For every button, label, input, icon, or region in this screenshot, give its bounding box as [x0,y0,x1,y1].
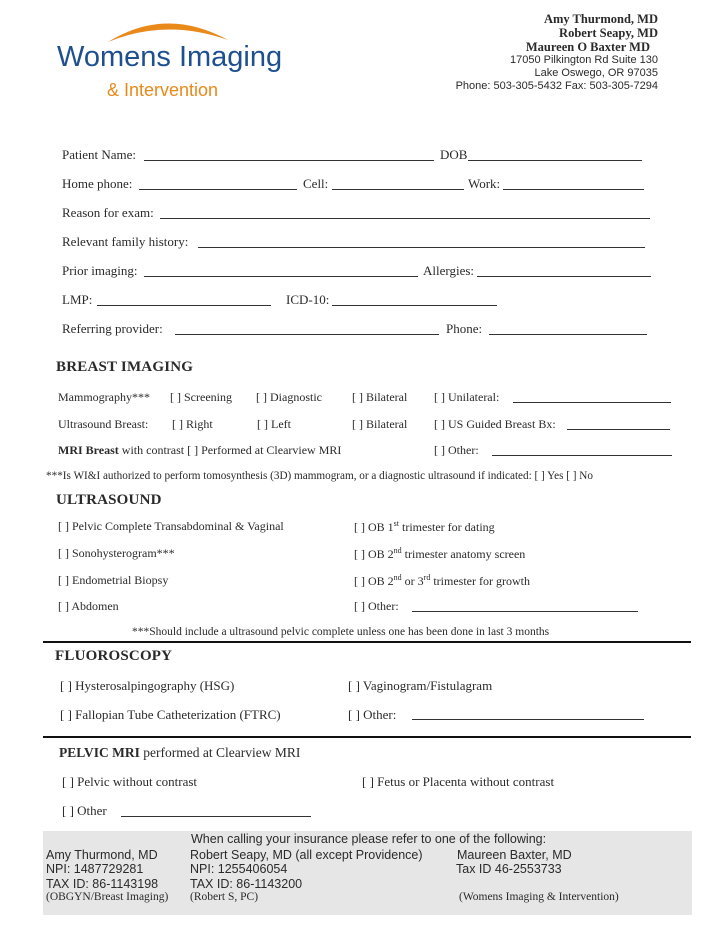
prior-imaging-label: Prior imaging: [62,263,138,278]
ob2-text: [ ] OB 2 [354,547,394,561]
us-other-field[interactable] [412,611,638,612]
address-city: Lake Oswego, OR 97035 [534,67,658,79]
pelvic-mri-subtitle: performed at Clearview MRI [139,745,301,760]
lmp-label: LMP: [62,292,93,307]
mri-breast-row[interactable] [58,443,341,458]
vaginogram-checkbox[interactable]: [ ] Vaginogram/Fistulagram [348,678,493,693]
pelvic-mri-title: PELVIC MRI [59,745,140,760]
divider [43,736,691,738]
address-street: 17050 Pilkington Rd Suite 130 [510,54,658,66]
mri-breast-label: MRI Breast [58,443,119,457]
reason-field[interactable] [160,218,650,219]
pelvic-mri-heading [59,745,300,761]
icd-field[interactable] [332,305,497,306]
mri-other-field[interactable] [492,455,672,456]
allergies-field[interactable] [477,276,651,277]
doctor-name: Maureen O Baxter MD [525,40,650,54]
left-checkbox[interactable]: [ ] Left [257,417,291,431]
doctor-name: Amy Thurmond, MD [543,12,658,26]
work-label: Work: [468,176,501,191]
ob1-text-b: trimester for dating [399,520,495,534]
us-guided-bx-field[interactable] [567,429,670,430]
home-phone-label: Home phone: [62,176,133,191]
ob-anatomy-checkbox[interactable] [354,546,525,562]
right-checkbox[interactable]: [ ] Right [172,417,213,431]
reason-label: Reason for exam: [62,205,154,220]
dob-field[interactable] [468,160,642,161]
fluoro-other-field[interactable] [412,719,644,720]
ob3-text-b: or 3 [401,574,424,588]
logo-title: Womens Imaging [57,41,283,73]
mammography-label: Mammography*** [58,390,150,404]
us-bilateral-checkbox[interactable]: [ ] Bilateral [352,417,408,431]
referring-label: Referring provider: [62,321,163,336]
ultrasound-heading: ULTRASOUND [56,492,162,508]
footer-col2-npi: NPI: 1255406054 [190,862,288,876]
fetus-placenta-checkbox[interactable]: [ ] Fetus or Placenta without contrast [362,774,555,789]
ob3-sup1: nd [393,573,402,582]
ob3-text-c: trimester for growth [430,574,530,588]
referring-field[interactable] [175,334,439,335]
ob1-sup: st [393,519,400,528]
doctor-name: Robert Seapy, MD [559,26,658,40]
diagnostic-checkbox[interactable]: [ ] Diagnostic [256,390,322,404]
ob-first-trimester-checkbox[interactable] [354,519,495,535]
footer-col1-npi: NPI: 1487729281 [46,862,144,876]
pelvic-without-contrast-checkbox[interactable]: [ ] Pelvic without contrast [62,774,198,789]
insurance-heading: When calling your insurance please refer to one of the following: [191,832,547,846]
family-history-field[interactable] [198,247,645,248]
footer-col1-note: (OBGYN/Breast Imaging) [46,891,169,903]
ob-growth-checkbox[interactable] [354,573,530,589]
address-phone-fax: Phone: 503-305-5432 Fax: 503-305-7294 [455,80,658,92]
ob2-text-b: trimester anatomy screen [401,547,526,561]
family-history-label: Relevant family history: [62,234,189,249]
screening-checkbox[interactable]: [ ] Screening [170,390,232,404]
patient-name-label: Patient Name: [62,147,137,162]
referring-phone-field[interactable] [489,334,647,335]
tomosynthesis-note: ***Is WI&I authorized to perform tomosynthesis (3D) mammogram, or a diagnostic ultrasound if indicated: [ ] Yes [ ] No [46,470,593,482]
sonohysterogram-checkbox[interactable]: [ ] Sonohysterogram*** [58,546,175,560]
prior-imaging-field[interactable] [144,276,418,277]
icd-label: ICD-10: [286,292,330,307]
footer-col1-tax: TAX ID: 86-1143198 [46,877,159,891]
mri-breast-checkbox[interactable]: with contrast [ ] Performed at Clearview MRI [118,443,342,457]
cell-field[interactable] [332,189,464,190]
logo-subtitle: & Intervention [107,80,219,100]
work-field[interactable] [503,189,644,190]
endometrial-biopsy-checkbox[interactable]: [ ] Endometrial Biopsy [58,573,169,587]
footer-col3-name: Maureen Baxter, MD [457,848,572,862]
lmp-field[interactable] [97,305,271,306]
breast-imaging-heading: BREAST IMAGING [56,359,194,375]
home-phone-field[interactable] [139,189,297,190]
pelvic-note: ***Should include a ultrasound pelvic complete unless one has been done in last 3 months [132,626,550,638]
unilateral-field[interactable] [513,402,671,403]
us-other-checkbox[interactable]: [ ] Other: [354,599,399,613]
pelvic-complete-checkbox[interactable]: [ ] Pelvic Complete Transabdominal & Vaginal [58,519,284,533]
abdomen-checkbox[interactable]: [ ] Abdomen [58,599,119,613]
fluoro-other-checkbox[interactable]: [ ] Other: [348,707,397,722]
fluoroscopy-heading: FLUOROSCOPY [55,648,173,664]
ultrasound-breast-label: Ultrasound Breast: [58,417,149,431]
divider [43,641,691,643]
footer-col3-note: (Womens Imaging & Intervention) [459,891,619,903]
ob3-sup2: rd [423,573,431,582]
hsg-checkbox[interactable]: [ ] Hysterosalpingography (HSG) [60,678,235,693]
us-guided-bx-checkbox[interactable]: [ ] US Guided Breast Bx: [434,417,556,431]
patient-name-field[interactable] [144,160,434,161]
footer-col2-name: Robert Seapy, MD (all except Providence) [190,848,423,862]
footer-col3-tax: Tax ID 46-2553733 [456,862,562,876]
footer-col1-name: Amy Thurmond, MD [46,848,158,862]
ob3-text: [ ] OB 2 [354,574,394,588]
ftrc-checkbox[interactable]: [ ] Fallopian Tube Catheterization (FTRC) [60,707,281,722]
unilateral-checkbox[interactable]: [ ] Unilateral: [434,390,500,404]
footer-col2-note: (Robert S, PC) [190,891,259,903]
pelvic-mri-other-field[interactable] [121,816,311,817]
footer-col2-tax: TAX ID: 86-1143200 [190,877,303,891]
mri-other-checkbox[interactable]: [ ] Other: [434,443,479,457]
dob-label: DOB [440,147,468,162]
cell-label: Cell: [303,176,329,191]
bilateral-checkbox[interactable]: [ ] Bilateral [352,390,408,404]
referring-phone-label: Phone: [446,321,483,336]
ob2-sup: nd [393,546,402,555]
pelvic-mri-other-checkbox[interactable]: [ ] Other [62,803,107,818]
ob1-text: [ ] OB 1 [354,520,394,534]
allergies-label: Allergies: [423,263,475,278]
